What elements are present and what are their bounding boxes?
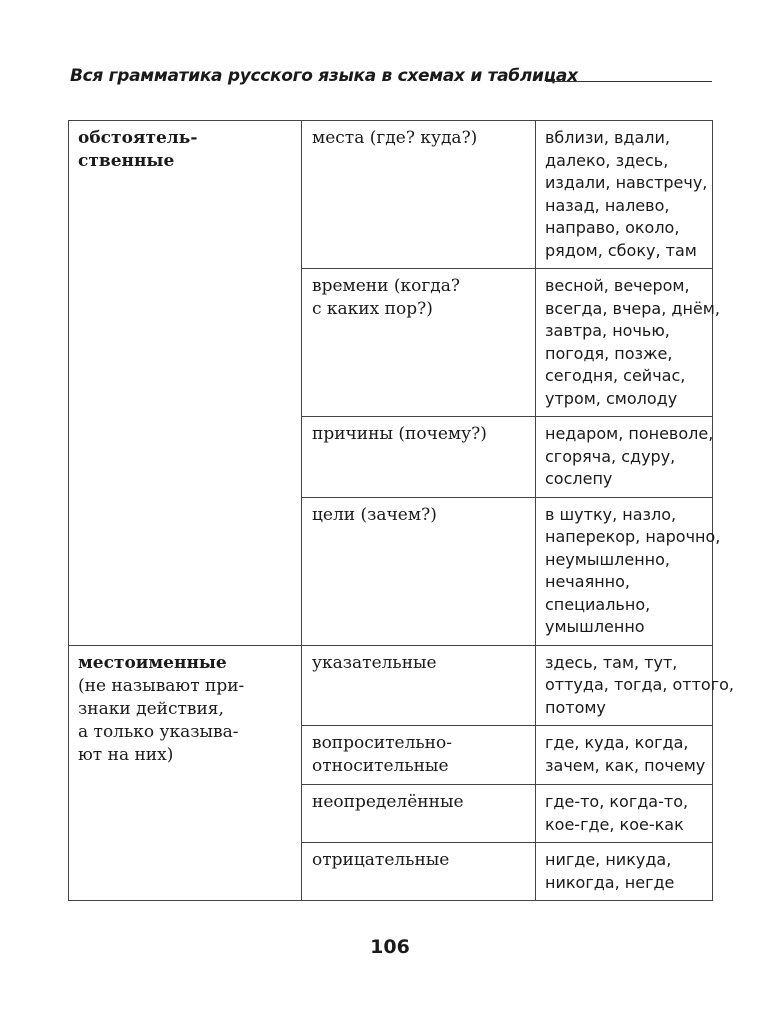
examples-cell — [536, 645, 734, 726]
text-line: издали, навстречу, — [545, 173, 708, 192]
text-line: зачем, как, почему — [545, 755, 706, 775]
text-line: указательные — [312, 652, 437, 673]
header-title: Вся грамматика русского языка в схемах и таблицах — [70, 66, 578, 86]
text-line: недаром, поневоле, — [545, 424, 714, 443]
adverb-type-cell — [302, 269, 536, 417]
text-line: утром, смолоду — [545, 388, 678, 408]
table-row — [69, 121, 713, 269]
text-line: далеко, здесь, — [545, 150, 669, 170]
text-line: неопределённые — [312, 792, 464, 812]
text-line: отрицательные — [312, 850, 450, 870]
group-name-cell — [69, 645, 302, 901]
text-line: вблизи, вдали, — [545, 128, 671, 147]
text-line: цели (зачем?) — [312, 504, 437, 525]
text-line: где, куда, когда, — [545, 733, 689, 752]
text-line: в шутку, назло, — [545, 504, 677, 524]
text-line: относительные — [312, 756, 449, 776]
text-line: знаки действия, — [78, 698, 224, 719]
text-line: наперекор, нарочно, — [545, 527, 721, 546]
adverb-type-cell — [302, 121, 536, 269]
examples-cell — [536, 843, 713, 901]
examples-cell — [536, 726, 713, 785]
text-line: нечаянно, — [545, 572, 630, 591]
header-rule — [546, 81, 712, 82]
group-name-cell — [69, 121, 302, 646]
text-line: вопросительно- — [312, 733, 452, 753]
text-line: умышленно — [545, 617, 645, 636]
text-line: причины (почему?) — [312, 424, 487, 444]
text-line: рядом, сбоку, там — [545, 240, 697, 260]
text-line: оттуда, тогда, оттого, — [545, 675, 734, 694]
text-line: специально, — [545, 594, 651, 614]
text-line: где-то, когда-то, — [545, 792, 689, 811]
text-line: здесь, там, тут, — [545, 652, 678, 672]
text-line: ственные — [78, 151, 175, 171]
text-line: сослепу — [545, 469, 613, 488]
text-line: с каких пор?) — [312, 299, 433, 319]
examples-cell — [536, 497, 721, 645]
text-line: направо, около, — [545, 218, 680, 237]
text-line: сгоряча, сдуру, — [545, 446, 676, 466]
text-line: сегодня, сейчас, — [545, 366, 686, 385]
examples-cell — [536, 785, 713, 843]
text-line: местоименные — [78, 652, 227, 673]
text-line: неумышленно, — [545, 549, 670, 569]
adverbs-table — [68, 120, 734, 901]
examples-cell — [536, 269, 720, 417]
text-line: потому — [545, 697, 606, 717]
text-line: а только указыва- — [78, 721, 239, 742]
table-row — [69, 645, 713, 726]
text-line: назад, налево, — [545, 195, 670, 215]
text-line: места (где? куда?) — [312, 128, 478, 148]
text-line: весной, вечером, — [545, 276, 690, 295]
text-line: никогда, негде — [545, 872, 675, 892]
text-line: ют на них) — [78, 744, 174, 765]
page-number: 106 — [370, 936, 410, 958]
adverb-type-cell — [302, 417, 536, 498]
examples-cell — [536, 121, 713, 269]
text-line: обстоятель- — [78, 128, 198, 148]
text-line: нигде, никуда, — [545, 850, 672, 869]
adverb-type-cell — [302, 726, 536, 785]
examples-cell — [536, 417, 713, 498]
adverb-type-cell — [302, 843, 536, 901]
text-line: погодя, позже, — [545, 343, 673, 363]
text-line: всегда, вчера, днём, — [545, 298, 720, 318]
text-line: (не называют при- — [78, 675, 245, 696]
adverb-type-cell — [302, 785, 536, 843]
text-line: завтра, ночью, — [545, 321, 670, 340]
text-line: времени (когда? — [312, 276, 460, 296]
adverb-type-cell — [302, 645, 536, 726]
text-line: кое-где, кое-как — [545, 814, 684, 834]
page-header — [70, 66, 712, 92]
adverb-type-cell — [302, 497, 536, 645]
